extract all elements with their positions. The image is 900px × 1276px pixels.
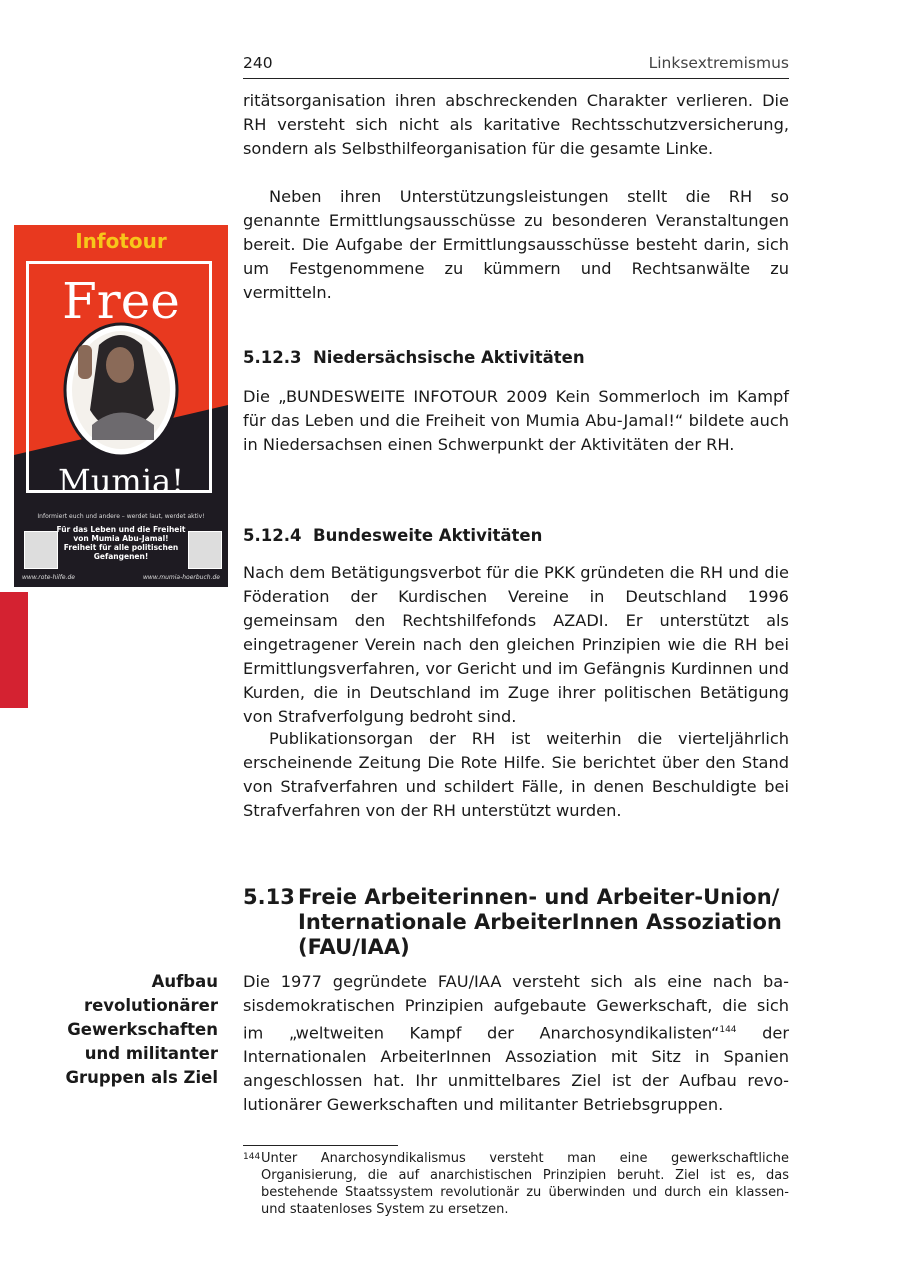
paragraph-1: ritätsorganisation ihren abschreckenden Charakter verlieren. Die RH versteht sich nicht als karitative Rechtsschutzversicherung, sondern als Selbsthilfeorganisation für die gesamte Linke. bbox=[243, 91, 789, 158]
poster-slogan-2: Freiheit für alle politischen Gefangenen! bbox=[63, 543, 179, 561]
footnote-mark: 144 bbox=[243, 1152, 261, 1162]
subsection-number: 5.12.4 bbox=[243, 526, 302, 545]
running-title: Linksextremismus bbox=[648, 54, 789, 72]
poster-badge-left bbox=[24, 531, 58, 569]
poster-slogan-1: Für das Leben und die Freiheit von Mumia Abu-Jamal! bbox=[56, 525, 186, 543]
footnote-144 bbox=[243, 1150, 789, 1218]
poster-infotour-label: Infotour bbox=[75, 229, 167, 253]
poster-mumia-title: Mumia! bbox=[58, 462, 184, 500]
subsection-title: Bundesweite Aktivitäten bbox=[313, 526, 543, 545]
poster-free-title: Free bbox=[62, 272, 180, 330]
paragraph-5: Publikationsorgan der RH ist weiterhin die vierteljährlich erscheinende Zeitung Die Rote Hilfe. Sie berichtet über den Stand von Strafverfahren und schildert Fälle, in denen Beschuldigte bei Strafverfahren von der RH unterstützt wurden. bbox=[243, 729, 789, 820]
poster-badge-right bbox=[188, 531, 222, 569]
footnote-divider bbox=[243, 1145, 398, 1146]
page-header bbox=[243, 52, 789, 79]
poster-small-line: Informiert euch und andere – werdet laut, werdet aktiv! bbox=[37, 513, 205, 520]
subsection-number: 5.12.3 bbox=[243, 348, 302, 367]
subsection-heading-5-12-4 bbox=[243, 526, 789, 545]
subsection-heading-5-12-3 bbox=[243, 348, 789, 367]
paragraph-3: Die „BUNDESWEITE INFOTOUR 2009 Kein Sommerloch im Kampf für das Leben und die Freiheit von Mumia Abu-Jamal!“ bildete auch in Niedersachsen einen Schwerpunkt der Aktivitäten der RH. bbox=[243, 387, 789, 454]
footnote-reference[interactable]: 144 bbox=[719, 1025, 737, 1035]
poster-slogan bbox=[56, 525, 186, 561]
poster-url-left: www.rote-hilfe.de bbox=[22, 574, 75, 581]
paragraph-6 bbox=[243, 970, 789, 1117]
paragraph-6-after: der Internationalen ArbeiterInnen Assoziation mit Sitz in Spanien angeschlossen hat. Ihr unmittelbares Ziel ist der Aufbau revolutionärer Gewerkschaften und militanter Betriebsgruppen. bbox=[243, 1023, 789, 1115]
footnote-text: Unter Anarchosyndikalismus versteht man eine gewerkschaftliche Organisierung, die auf anarchistischen Prinzipien beruht. Ziel ist es, das bestehende Staatssystem revolutionär zu überwinden und durch ein klassen- und staatenloses System zu ersetzen. bbox=[261, 1151, 789, 1217]
poster-url-right: www.mumia-hoerbuch.de bbox=[143, 574, 220, 581]
paragraph-2: Neben ihren Unterstützungsleistungen stellt die RH so genannte Ermittlungsausschüsse zu besonderen Veranstaltungen bereit. Die Aufgabe der Ermittlungsausschüsse besteht darin, sich um Festgenommene zu kümmern und Rechtsanwälte zu vermitteln. bbox=[243, 187, 789, 302]
paragraph-4: Nach dem Betätigungsverbot für die PKK gründeten die RH und die Föderation der Kurdischen Vereine in Deutschland 1996 gemeinsam den Rechtshilfefonds AZADI. Er unterstützt als eingetragener Verein nach den gleichen Prinzipien wie die RH bei Ermittlungsverfahren, vor Gericht und im Gefängnis Kurdinnen und Kurden, die in Deutschland im Zuge ihrer politischen Betätigung von Strafverfolgung bedroht sind. bbox=[243, 563, 789, 726]
section-title: Freie Arbeiterinnen- und Arbeiter-Union/ Internationale ArbeiterInnen Assoziation (FAU/IAA) bbox=[298, 885, 782, 959]
infotour-poster-image bbox=[14, 225, 228, 587]
paragraph-6-before: Die 1977 gegründete FAU/IAA versteht sich als eine nach basisdemokratischen Prinzipien aufgebaute Gewerkschaft, die sich im „weltweiten Kampf der Anarchosyndikalisten“ bbox=[243, 972, 789, 1043]
section-number: 5.13 bbox=[243, 885, 295, 909]
margin-note: Aufbau revolutionärer Gewerkschaften und militanter Gruppen als Ziel bbox=[65, 972, 218, 1087]
subsection-title: Niedersächsische Aktivitäten bbox=[313, 348, 585, 367]
page-number: 240 bbox=[243, 54, 273, 72]
chapter-marker-bar bbox=[0, 592, 28, 708]
